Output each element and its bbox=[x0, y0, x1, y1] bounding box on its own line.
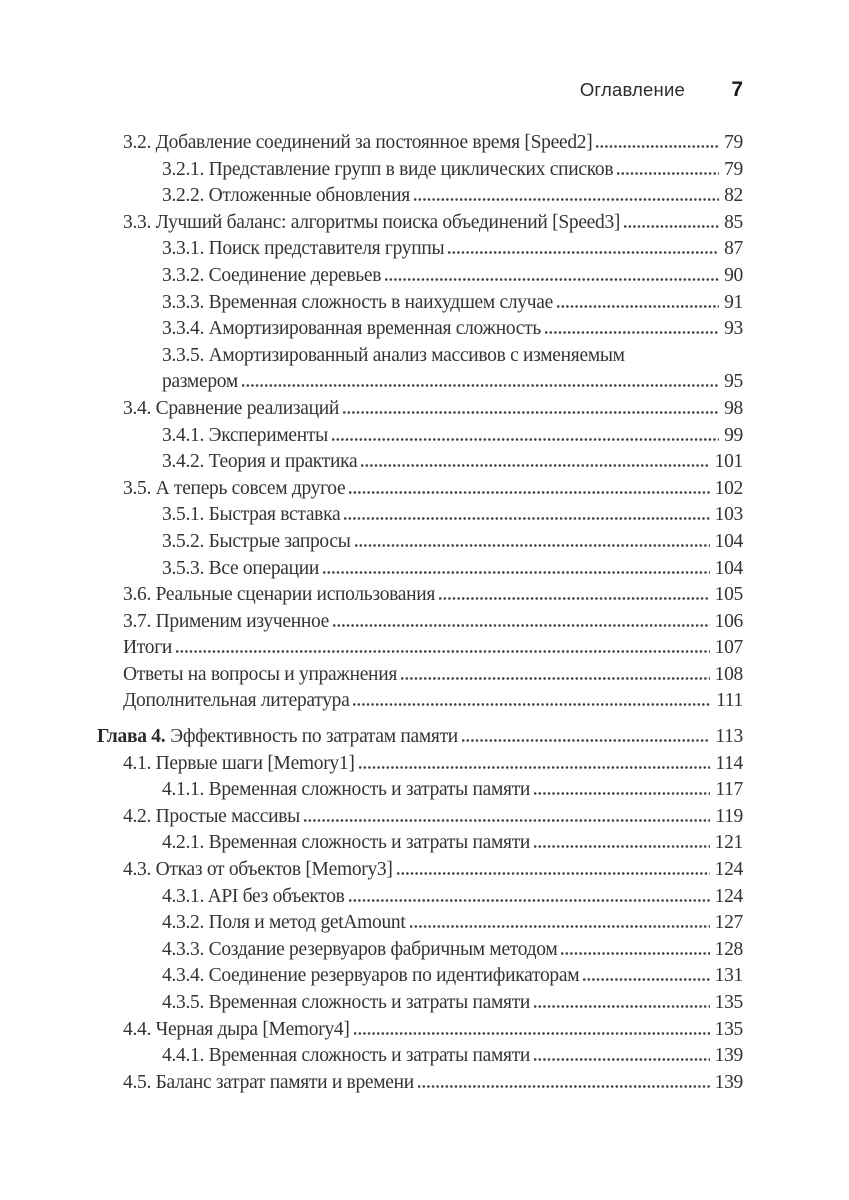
toc-entry-page-number: 106 bbox=[714, 610, 743, 632]
toc-entry bbox=[97, 609, 743, 636]
toc-entry-page-number: 135 bbox=[714, 1018, 743, 1040]
dot-leader bbox=[418, 1085, 710, 1088]
toc-entry-text: Эффективность по затратам памяти bbox=[170, 726, 458, 748]
toc-entry bbox=[97, 751, 743, 778]
toc-entry bbox=[97, 210, 743, 237]
dot-leader bbox=[561, 952, 709, 955]
dot-leader bbox=[397, 872, 710, 875]
toc-list bbox=[97, 130, 743, 1096]
toc-entry-text: Итоги bbox=[123, 637, 173, 659]
toc-entry-label bbox=[162, 316, 541, 343]
toc-entry-page-number: 107 bbox=[714, 637, 743, 659]
toc-entry-text: 3.7. Применим изученное bbox=[123, 610, 330, 632]
toc-entry-text: 4.4.1. Временная сложность и затраты памяти bbox=[162, 1045, 531, 1067]
toc-entry-text: 3.2.2. Отложенные обновления bbox=[162, 185, 410, 207]
toc-entry-label bbox=[162, 449, 357, 476]
toc-entry-text: Ответы на вопросы и упражнения bbox=[123, 663, 397, 685]
toc-entry-page-number: 135 bbox=[714, 992, 743, 1013]
toc-entry-page-number: 127 bbox=[714, 912, 743, 934]
toc-entry bbox=[97, 130, 743, 157]
dot-leader bbox=[534, 1058, 710, 1061]
toc-entry-label bbox=[123, 396, 339, 423]
toc-entry-label bbox=[123, 857, 393, 884]
dot-leader bbox=[439, 597, 710, 600]
toc-entry-text: 4.2.1. Временная сложность и затраты памяти bbox=[162, 832, 531, 854]
dot-leader bbox=[448, 251, 719, 254]
running-header-title: Оглавление bbox=[579, 79, 685, 100]
toc-entry-text: 4.1.1. Временная сложность и затраты памяти bbox=[162, 779, 531, 801]
toc-entry bbox=[97, 830, 743, 857]
toc-entry-label bbox=[123, 582, 435, 609]
toc-entry-text: 4.5. Баланс затрат памяти и времени bbox=[123, 1071, 414, 1093]
toc-entry-page-number: 111 bbox=[716, 690, 743, 712]
toc-entry-text: 4.2. Простые массивы bbox=[123, 805, 300, 827]
toc-entry bbox=[97, 777, 743, 804]
running-header-page-number: 7 bbox=[731, 78, 743, 101]
toc-entry bbox=[97, 724, 743, 751]
toc-entry bbox=[97, 688, 743, 715]
toc-entry-text: 3.4.2. Теория и практика bbox=[162, 451, 358, 473]
toc-entry-page-number: 104 bbox=[714, 557, 743, 579]
toc-entry bbox=[97, 343, 743, 370]
toc-entry-page-number: 98 bbox=[724, 397, 743, 419]
dot-leader bbox=[355, 544, 710, 547]
toc-entry bbox=[97, 635, 743, 662]
toc-entry-page-number: 117 bbox=[715, 779, 743, 801]
dot-leader bbox=[333, 624, 710, 627]
toc-entry-label bbox=[162, 529, 351, 556]
dot-leader bbox=[534, 1005, 710, 1008]
toc-entry bbox=[97, 502, 743, 529]
toc-entry-text: 4.3.4. Соединение резервуаров по идентификаторам bbox=[162, 965, 580, 987]
toc-entry-label bbox=[162, 937, 557, 964]
toc-entry-label bbox=[162, 884, 345, 911]
toc-entry-label bbox=[162, 183, 410, 210]
dot-leader bbox=[343, 411, 719, 414]
toc-entry-label bbox=[162, 263, 381, 290]
dot-leader bbox=[361, 464, 709, 467]
toc-entry-text: 3.3.3. Временная сложность в наихудшем случае bbox=[162, 291, 553, 313]
toc-entry-label bbox=[123, 635, 172, 662]
toc-entry-text: Дополнительная литература bbox=[123, 690, 350, 712]
toc-entry-page-number: 121 bbox=[714, 832, 743, 854]
dot-leader bbox=[596, 145, 719, 148]
toc-chapter-prefix: Глава 4. bbox=[97, 726, 166, 748]
dot-leader bbox=[332, 438, 719, 441]
toc-entry-text: 3.6. Реальные сценарии использования bbox=[123, 584, 436, 606]
dot-leader bbox=[557, 305, 719, 308]
dot-leader bbox=[353, 703, 711, 706]
toc-entry-page-number: 105 bbox=[714, 584, 743, 606]
toc-entry-page-number: 82 bbox=[724, 185, 743, 207]
toc-entry-text: 4.3.1. API без объектов bbox=[162, 885, 345, 907]
toc-entry-label bbox=[162, 830, 530, 857]
toc-entry bbox=[97, 449, 743, 476]
toc-entry-page-number: 102 bbox=[714, 477, 743, 499]
toc-entry-text: 3.5.3. Все операции bbox=[162, 557, 320, 579]
toc-entry bbox=[97, 910, 743, 937]
toc-entry-label bbox=[123, 210, 620, 237]
toc-entry-label bbox=[162, 556, 319, 583]
dot-leader bbox=[176, 650, 710, 653]
toc-entry-text: 3.5.2. Быстрые запросы bbox=[162, 530, 351, 552]
toc-entry-label bbox=[162, 157, 613, 184]
toc-entry bbox=[97, 937, 743, 964]
toc-entry-label bbox=[162, 963, 579, 990]
toc-entry-page-number: 101 bbox=[714, 451, 743, 473]
toc-entry bbox=[97, 316, 743, 343]
toc-entry bbox=[97, 529, 743, 556]
toc-entry-page-number: 139 bbox=[714, 1071, 743, 1093]
dot-leader bbox=[545, 331, 719, 334]
toc-entry bbox=[97, 556, 743, 583]
toc-entry-page-number: 108 bbox=[714, 663, 743, 685]
toc-entry-label bbox=[162, 236, 444, 263]
dot-leader bbox=[414, 198, 719, 201]
toc-entry bbox=[97, 582, 743, 609]
toc-entry-page-number: 99 bbox=[724, 424, 743, 446]
toc-entry-text: 3.3.2. Соединение деревьев bbox=[162, 264, 382, 286]
toc-entry bbox=[97, 290, 743, 317]
dot-leader bbox=[354, 1032, 710, 1035]
toc-entry-label bbox=[162, 990, 530, 1017]
toc-entry bbox=[97, 263, 743, 290]
toc-entry bbox=[97, 1017, 743, 1044]
toc-entry-label bbox=[123, 1017, 350, 1044]
toc-entry bbox=[97, 1070, 743, 1097]
toc-entry bbox=[97, 423, 743, 450]
toc-entry-page-number: 124 bbox=[714, 885, 743, 907]
toc-entry bbox=[97, 884, 743, 911]
toc-entry-text: 3.3.1. Поиск представителя группы bbox=[162, 238, 445, 260]
toc-entry-text: размером bbox=[162, 371, 238, 393]
toc-entry-text: 4.1. Первые шаги [Memory1] bbox=[123, 752, 355, 774]
toc-entry-page-number: 128 bbox=[714, 938, 743, 960]
toc-entry-label bbox=[123, 804, 300, 831]
dot-leader bbox=[462, 739, 710, 742]
toc-entry-page-number: 103 bbox=[714, 504, 743, 526]
toc-entry-page-number: 91 bbox=[724, 291, 743, 313]
toc-entry-text: 3.5.1. Быстрая вставка bbox=[162, 504, 341, 526]
toc-entry bbox=[97, 804, 743, 831]
toc-entry-label bbox=[123, 476, 345, 503]
toc-entry-label bbox=[123, 688, 349, 715]
toc-entry-label bbox=[123, 662, 397, 689]
dot-leader bbox=[349, 899, 710, 902]
toc-entry-text: 3.4. Сравнение реализаций bbox=[123, 397, 340, 419]
dot-leader bbox=[304, 819, 710, 822]
toc-entry-page-number: 93 bbox=[724, 318, 743, 340]
toc-entry-text: 3.2.1. Представление групп в виде циклических списков bbox=[162, 158, 614, 180]
toc-entry-page-number: 113 bbox=[715, 726, 743, 748]
dot-leader bbox=[359, 766, 711, 769]
dot-leader bbox=[344, 517, 709, 520]
toc-entry-text: 3.3.5. Амортизированный анализ массивов с изменяемым bbox=[162, 344, 625, 366]
toc-entry-page-number: 79 bbox=[724, 158, 743, 180]
toc-entry-label bbox=[162, 369, 238, 396]
toc-entry-label bbox=[162, 502, 340, 529]
toc-entry-label bbox=[162, 910, 406, 937]
toc-entry-label bbox=[162, 423, 328, 450]
dot-leader bbox=[583, 978, 709, 981]
toc-entry bbox=[97, 396, 743, 423]
toc-entry-page-number: 124 bbox=[714, 859, 743, 881]
toc-entry-text: 4.4. Черная дыра [Memory4] bbox=[123, 1018, 350, 1040]
toc-entry-page-number: 104 bbox=[714, 530, 743, 552]
toc-entry bbox=[97, 963, 743, 990]
toc-entry-text: 3.3. Лучший баланс: алгоритмы поиска объединений [Speed3] bbox=[123, 211, 621, 233]
toc-entry-label bbox=[123, 130, 592, 157]
running-header bbox=[97, 78, 743, 102]
dot-leader bbox=[534, 845, 710, 848]
toc-entry-page-number: 87 bbox=[724, 238, 743, 260]
toc-entry-label bbox=[123, 609, 329, 636]
toc-entry-text: 3.5. А теперь совсем другое bbox=[123, 477, 346, 499]
dot-leader bbox=[410, 925, 710, 928]
toc-entry bbox=[97, 990, 743, 1017]
toc-entry-label bbox=[123, 1070, 414, 1097]
dot-leader bbox=[349, 491, 709, 494]
toc-entry-page-number: 131 bbox=[714, 965, 743, 987]
dot-leader bbox=[624, 225, 719, 228]
toc-entry-text: 4.3.5. Временная сложность и затраты памяти bbox=[162, 992, 531, 1013]
toc-entry-page-number: 90 bbox=[724, 264, 743, 286]
dot-leader bbox=[385, 278, 719, 281]
toc-entry bbox=[97, 1043, 743, 1070]
toc-entry bbox=[97, 183, 743, 210]
toc-entry bbox=[97, 476, 743, 503]
dot-leader bbox=[534, 792, 710, 795]
toc-entry-label bbox=[162, 1043, 530, 1070]
toc-entry-text: 4.3. Отказ от объектов [Memory3] bbox=[123, 859, 393, 881]
toc-entry-text: 4.3.3. Создание резервуаров фабричным методом bbox=[162, 938, 558, 960]
toc-entry-label bbox=[123, 751, 355, 778]
toc-entry-text: 3.2. Добавление соединений за постоянное время [Speed2] bbox=[123, 132, 593, 153]
toc-entry-label bbox=[97, 724, 458, 751]
toc-entry-page-number: 85 bbox=[724, 211, 743, 233]
dot-leader bbox=[242, 384, 719, 387]
toc-entry bbox=[97, 236, 743, 263]
toc-entry-page-number: 139 bbox=[714, 1045, 743, 1067]
toc-entry-label bbox=[162, 290, 553, 317]
toc-entry-page-number: 79 bbox=[724, 132, 743, 153]
toc-entry-page-number: 95 bbox=[724, 371, 743, 393]
dot-leader bbox=[401, 677, 710, 680]
dot-leader bbox=[323, 571, 710, 574]
toc-entry-label bbox=[162, 777, 530, 804]
toc-entry-text: 3.4.1. Эксперименты bbox=[162, 424, 328, 446]
toc-entry-page-number: 114 bbox=[715, 752, 743, 774]
toc-entry bbox=[97, 369, 743, 396]
toc-entry-text: 4.3.2. Поля и метод getAmount bbox=[162, 912, 406, 934]
toc-entry bbox=[97, 662, 743, 689]
toc-entry bbox=[97, 857, 743, 884]
dot-leader bbox=[617, 172, 719, 175]
toc-entry-text: 3.3.4. Амортизированная временная сложность bbox=[162, 318, 541, 340]
toc-entry-page-number: 119 bbox=[715, 805, 743, 827]
toc-entry bbox=[97, 157, 743, 184]
toc-entry-label bbox=[162, 343, 625, 370]
